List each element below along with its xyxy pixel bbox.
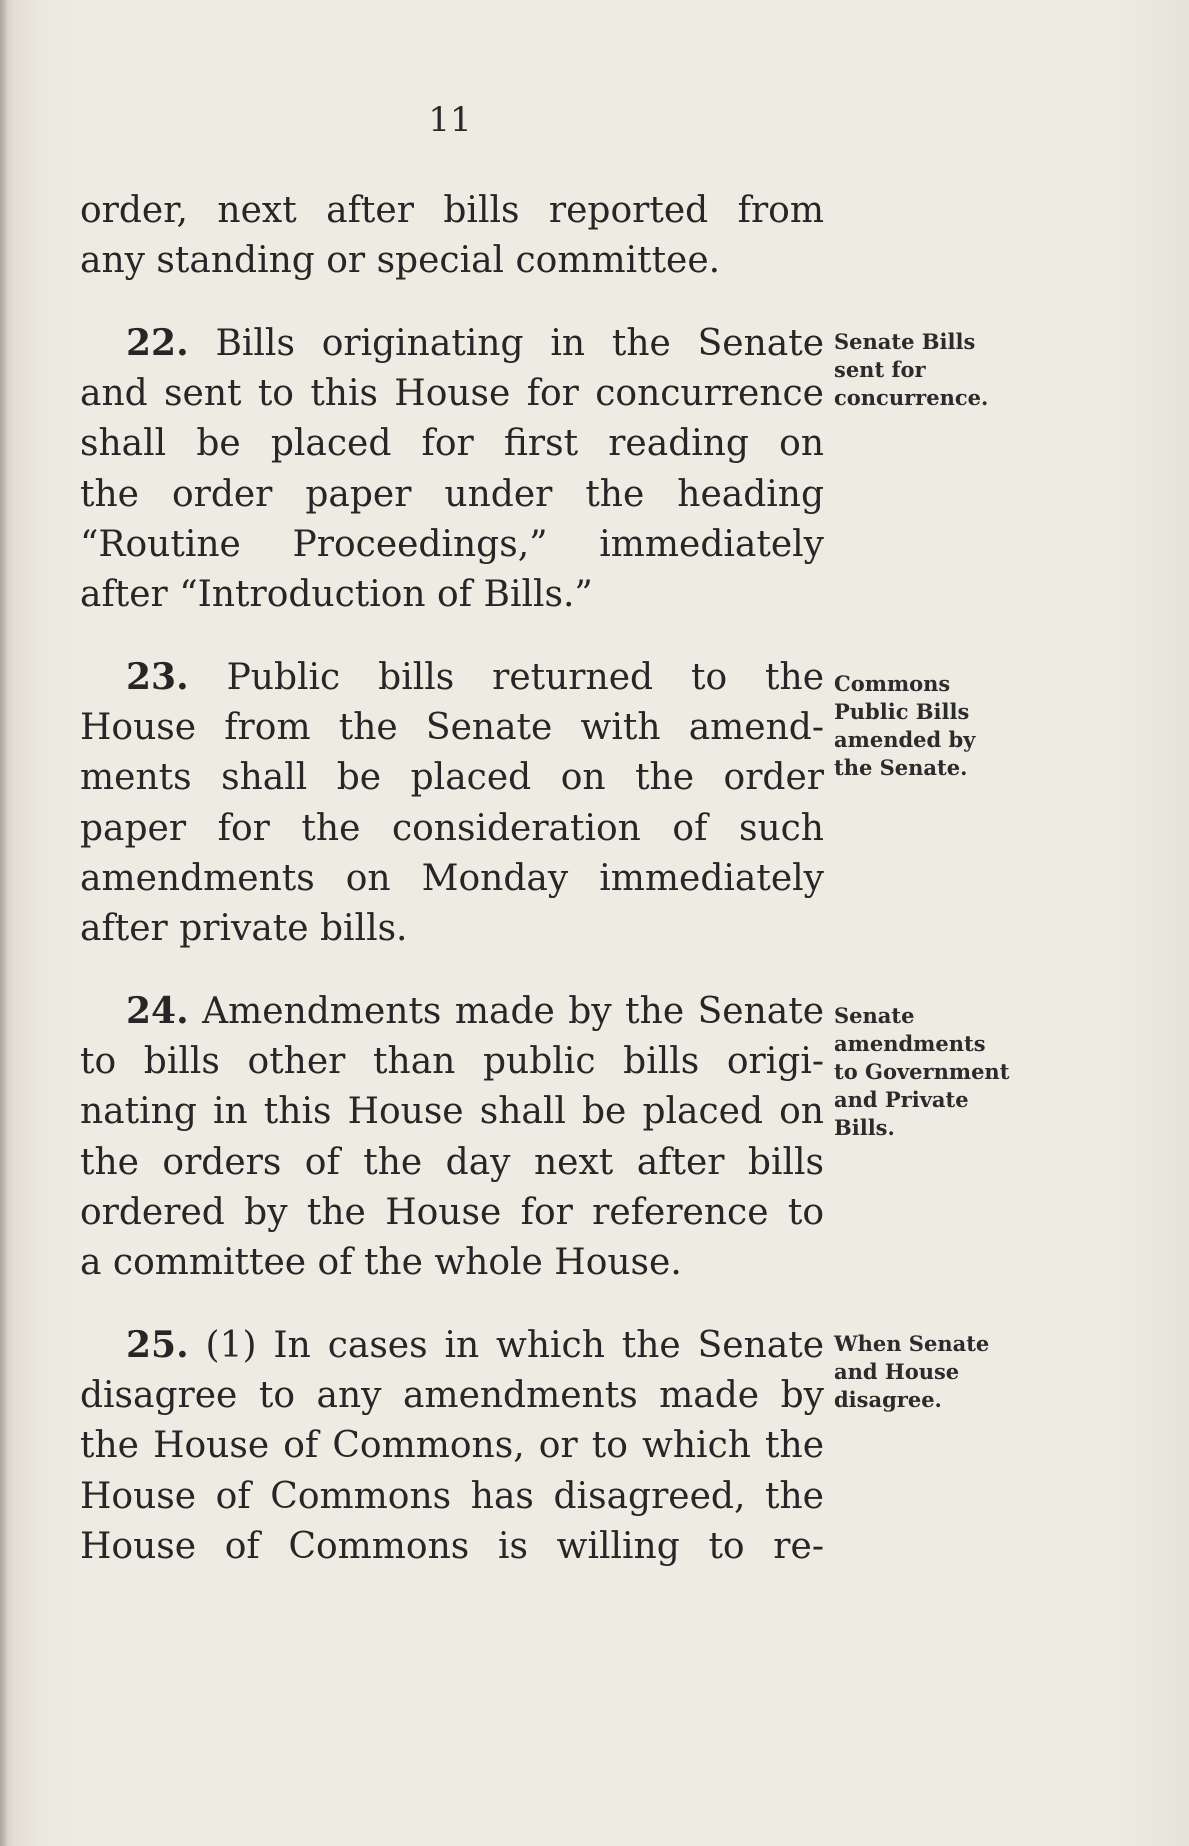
text-line: ordered by the House for reference to (80, 1191, 824, 1233)
margin-note-line: Senate Bills (834, 329, 976, 354)
text-line: House of Commons is willing to re- (80, 1525, 824, 1567)
text-line: amendments on Monday immediately (80, 857, 824, 899)
margin-note-senate-bills (834, 328, 1014, 412)
margin-note-line: When Senate (834, 1331, 990, 1356)
text-line: to bills other than public bills origi- (80, 1041, 824, 1083)
margin-note-line: Bills. (834, 1115, 895, 1140)
section-25 (80, 1320, 824, 1572)
text-line: after private bills. (80, 908, 408, 950)
margin-note-line: and Private (834, 1087, 969, 1112)
text-line (80, 318, 824, 369)
section-23 (80, 652, 824, 954)
text-line-content: Amendments made by the Senate (202, 991, 825, 1032)
text-line: House from the Senate with amend- (80, 707, 824, 749)
text-line: after “Introduction of Bills.” (80, 574, 593, 616)
margin-note-line: to Government (834, 1059, 1010, 1084)
text-line: and sent to this House for concurrence (80, 373, 824, 415)
section-number: 22. (126, 322, 189, 364)
margin-note-line: sent for (834, 357, 926, 382)
section-number: 23. (126, 656, 189, 698)
text-line (80, 652, 824, 703)
margin-note-senate-amendments (834, 1002, 1014, 1142)
section-22 (80, 318, 824, 620)
paragraph-continuation (80, 186, 824, 286)
margin-note-line: and House (834, 1359, 960, 1384)
margin-note-line: concurrence. (834, 385, 989, 410)
section-number: 24. (126, 990, 189, 1032)
text-line: the order paper under the heading (80, 473, 824, 515)
text-line: House of Commons has disagreed, the (80, 1475, 824, 1517)
text-line: ments shall be placed on the order (80, 757, 824, 799)
text-line: “Routine Proceedings,” immediately (80, 523, 824, 565)
margin-note-line: Public Bills (834, 699, 970, 724)
margin-note-line: disagree. (834, 1387, 942, 1412)
text-line: shall be placed for first reading on (80, 423, 824, 465)
margin-note-line: Commons (834, 671, 951, 696)
margin-note-line: amended by (834, 727, 976, 752)
text-line: disagree to any amendments made by (80, 1375, 824, 1417)
text-line: order, next after bills reported from (80, 190, 824, 231)
margin-note-senate-house-disagree (834, 1330, 1014, 1414)
text-line (80, 1320, 824, 1371)
section-number: 25. (126, 1324, 189, 1366)
text-line-content: Public bills returned to the (226, 657, 824, 698)
text-line: paper for the consideration of such (80, 807, 824, 849)
margin-note-line: amendments (834, 1031, 986, 1056)
text-line: a committee of the whole House. (80, 1242, 682, 1284)
margin-note-line: Senate (834, 1003, 915, 1028)
section-24 (80, 986, 824, 1288)
text-line: the orders of the day next after bills (80, 1141, 824, 1183)
page-number: 11 (428, 100, 472, 140)
spine-shadow (0, 0, 8, 1846)
text-line: the House of Commons, or to which the (80, 1425, 824, 1467)
margin-note-line: the Senate. (834, 755, 968, 780)
text-line: nating in this House shall be placed on (80, 1091, 824, 1133)
text-line: any standing or special committee. (80, 240, 721, 282)
text-line (80, 986, 824, 1037)
margin-note-commons-public-bills (834, 670, 1014, 782)
text-line-content: Bills originating in the Senate (215, 323, 824, 364)
text-line-content: (1) In cases in which the Senate (205, 1325, 824, 1366)
